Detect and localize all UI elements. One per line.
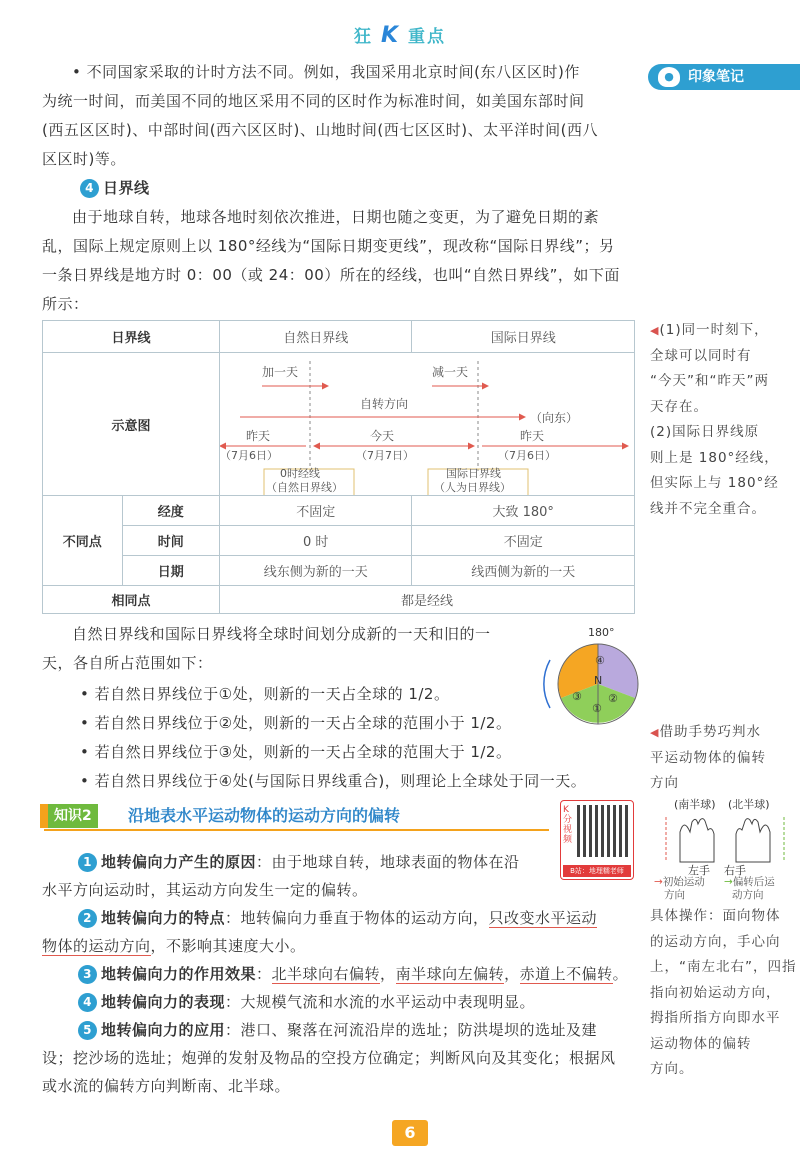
section-number: 4 [80,179,99,198]
item5: 5 地转偏向力的应用：港口、聚落在河流沿岸的选址；防洪堤坝的选址及建 [78,1016,597,1045]
diag-rotation: 自转方向 [359,397,408,411]
item2: 2 地转偏向力的特点：地转偏向力垂直于物体的运动方向，只改变水平运动 [78,904,597,933]
diag-natural-line: 0时经线 [279,467,320,480]
diag-yesterday-2: 昨天 [519,429,544,443]
range-line1: 自然日界线和国际日界线将全球时间划分成新的一天和旧的一 [72,625,491,643]
hand-north: (北半球) [728,798,770,811]
knowledge-underline [44,829,549,831]
row-lon-intl: 大致 180° [412,496,635,526]
section-title: 4 日界线 [80,174,150,203]
diag-date6: （7月6日） [219,449,278,462]
range-b1: • 若自然日界线位于①处，则新的一天占全球的 1/2。 [80,685,450,703]
intro-line2: 为统一时间，而美国不同的地区采用不同的区时作为标准时间，如美国东部时间 [42,92,585,110]
svg-text:④: ④ [595,654,605,667]
th-natural: 自然日界线 [219,321,411,353]
item5-cont2: 或水流的偏转方向判断南、北半球。 [42,1077,291,1095]
diag-date6-2: （7月6日） [497,449,556,462]
diag-east: （向东） [529,411,578,425]
th-intl: 国际日界线 [412,321,635,353]
diff-label: 不同点 [43,496,123,586]
row-label-lon: 经度 [122,496,219,526]
th-label: 日界线 [43,321,220,353]
svg-text:N: N [594,674,603,687]
svg-text:②: ② [608,692,618,705]
intro-line1: • 不同国家采取的计时方法不同。例如，我国采用北京时间(东八区区时)作 [72,63,580,81]
range-b3: • 若自然日界线位于③处，则新的一天占全球的范围大于 1/2。 [80,743,512,761]
section-line3: 一条日界线是地方时 0：00（或 24：00）所在的经线，也叫“自然日界线”，如下面 [42,266,620,284]
diag-today: 今天 [369,429,394,443]
elephant-icon: ● [658,67,680,87]
diag-natural-line2: （自然日界线） [265,481,343,494]
qr-label: K分视频 [563,805,573,845]
section-line4: 所示： [42,295,89,313]
item2-cont: 物体的运动方向，不影响其速度大小。 [42,937,306,955]
section-line2: 乱，国际上规定原则上以 180°经线为“国际日期变更线”，现改称“国际日界线”；另 [42,237,615,255]
diag-intl-line2: （人为日界线） [433,481,511,494]
row-label-date: 日期 [122,556,219,586]
side-note2-detail: 具体操作：面向物体 的运动方向，手心向 上，“南左北右”，四指 指向初始运动方向， 拇指所指方向即水平 运动物体的偏转 方向。 [650,908,797,1077]
rotation-arrow-icon [544,660,550,708]
knowledge-title: 沿地表水平运动物体的运动方向的偏转 [128,806,401,825]
side-note1: ◀(1)同一时刻下， 全球可以同时有 “今天”和“昨天”两 天存在。 (2)国际日界线原 则上是 180°经线， 但实际上与 180°经 线并不完全重合。 [650,322,779,517]
diag-add: 加一天 [261,365,298,379]
after-direction: →偏转后运 动方向 [724,876,775,901]
row-date-natural: 线东侧为新的一天 [219,556,411,586]
triangle-icon-2: ◀ [650,726,660,739]
side-note2: ◀借助手势巧判水 平运动物体的偏转 方向 [650,724,766,791]
init-direction: →初始运动 方向 [654,876,705,901]
item4: 4 地转偏向力的表现：大规模气流和水流的水平运动中表现明显。 [78,988,535,1017]
qr-code[interactable] [560,800,634,880]
dateline-table [42,320,635,614]
page-number: 6 [392,1120,428,1146]
diagram-label: 示意图 [43,353,220,496]
qr-caption: B站：地理糯老师 [563,865,631,877]
range-b2: • 若自然日界线位于②处，则新的一天占全球的范围小于 1/2。 [80,714,512,732]
diag-yesterday: 昨天 [245,429,270,443]
svg-text:③: ③ [572,690,582,703]
item5-cont: 设；挖沙场的选址；炮弹的发射及物品的空投方位确定；判断风向及其变化；根据风 [42,1049,616,1067]
same-label: 相同点 [43,586,220,614]
page-header: 狂 K 重点 [354,23,446,48]
side-badge: ● 印象笔记 [648,64,800,90]
svg-text:①: ① [592,702,602,715]
item1-cont: 水平方向运动时，其运动方向发生一定的偏转。 [42,881,368,899]
diagram-cell [219,353,634,496]
knowledge-tag: 知识2 [48,804,98,828]
diag-intl-line: 国际日界线 [445,467,501,480]
intro-line3: (西五区区时)、中部时间(西六区区时)、山地时间(西七区区时)、太平洋时间(西八 [42,121,598,139]
hands-icon [660,812,790,864]
circle-180: 180° [588,626,615,639]
range-b4: • 若自然日界线位于④处(与国际日界线重合)，则理论上全球处于同一天。 [80,772,587,790]
hand-south: (南半球) [674,798,716,811]
day-circle [540,640,640,730]
qr-image [577,805,629,857]
hand-right: 右手 [724,864,746,877]
row-label-time: 时间 [122,526,219,556]
range-line2: 天，各自所占范围如下： [42,654,213,672]
hand-left: 左手 [688,864,710,877]
triangle-icon: ◀ [650,324,660,337]
row-date-intl: 线西侧为新的一天 [412,556,635,586]
row-time-intl: 不固定 [412,526,635,556]
row-time-natural: 0 时 [219,526,411,556]
section-line1: 由于地球自转，地球各地时刻依次推进，日期也随之变更，为了避免日期的紊 [72,208,600,226]
item3: 3 地转偏向力的作用效果：北半球向右偏转，南半球向左偏转，赤道上不偏转。 [78,960,628,989]
diag-sub: 减一天 [431,365,468,379]
same-value: 都是经线 [219,586,634,614]
diag-date7: （7月7日） [355,449,414,462]
item1: 1 地转偏向力产生的原因：由于地球自转，地球表面的物体在沿 [78,848,520,877]
row-lon-natural: 不固定 [219,496,411,526]
intro-line4: 区区时)等。 [42,150,126,168]
